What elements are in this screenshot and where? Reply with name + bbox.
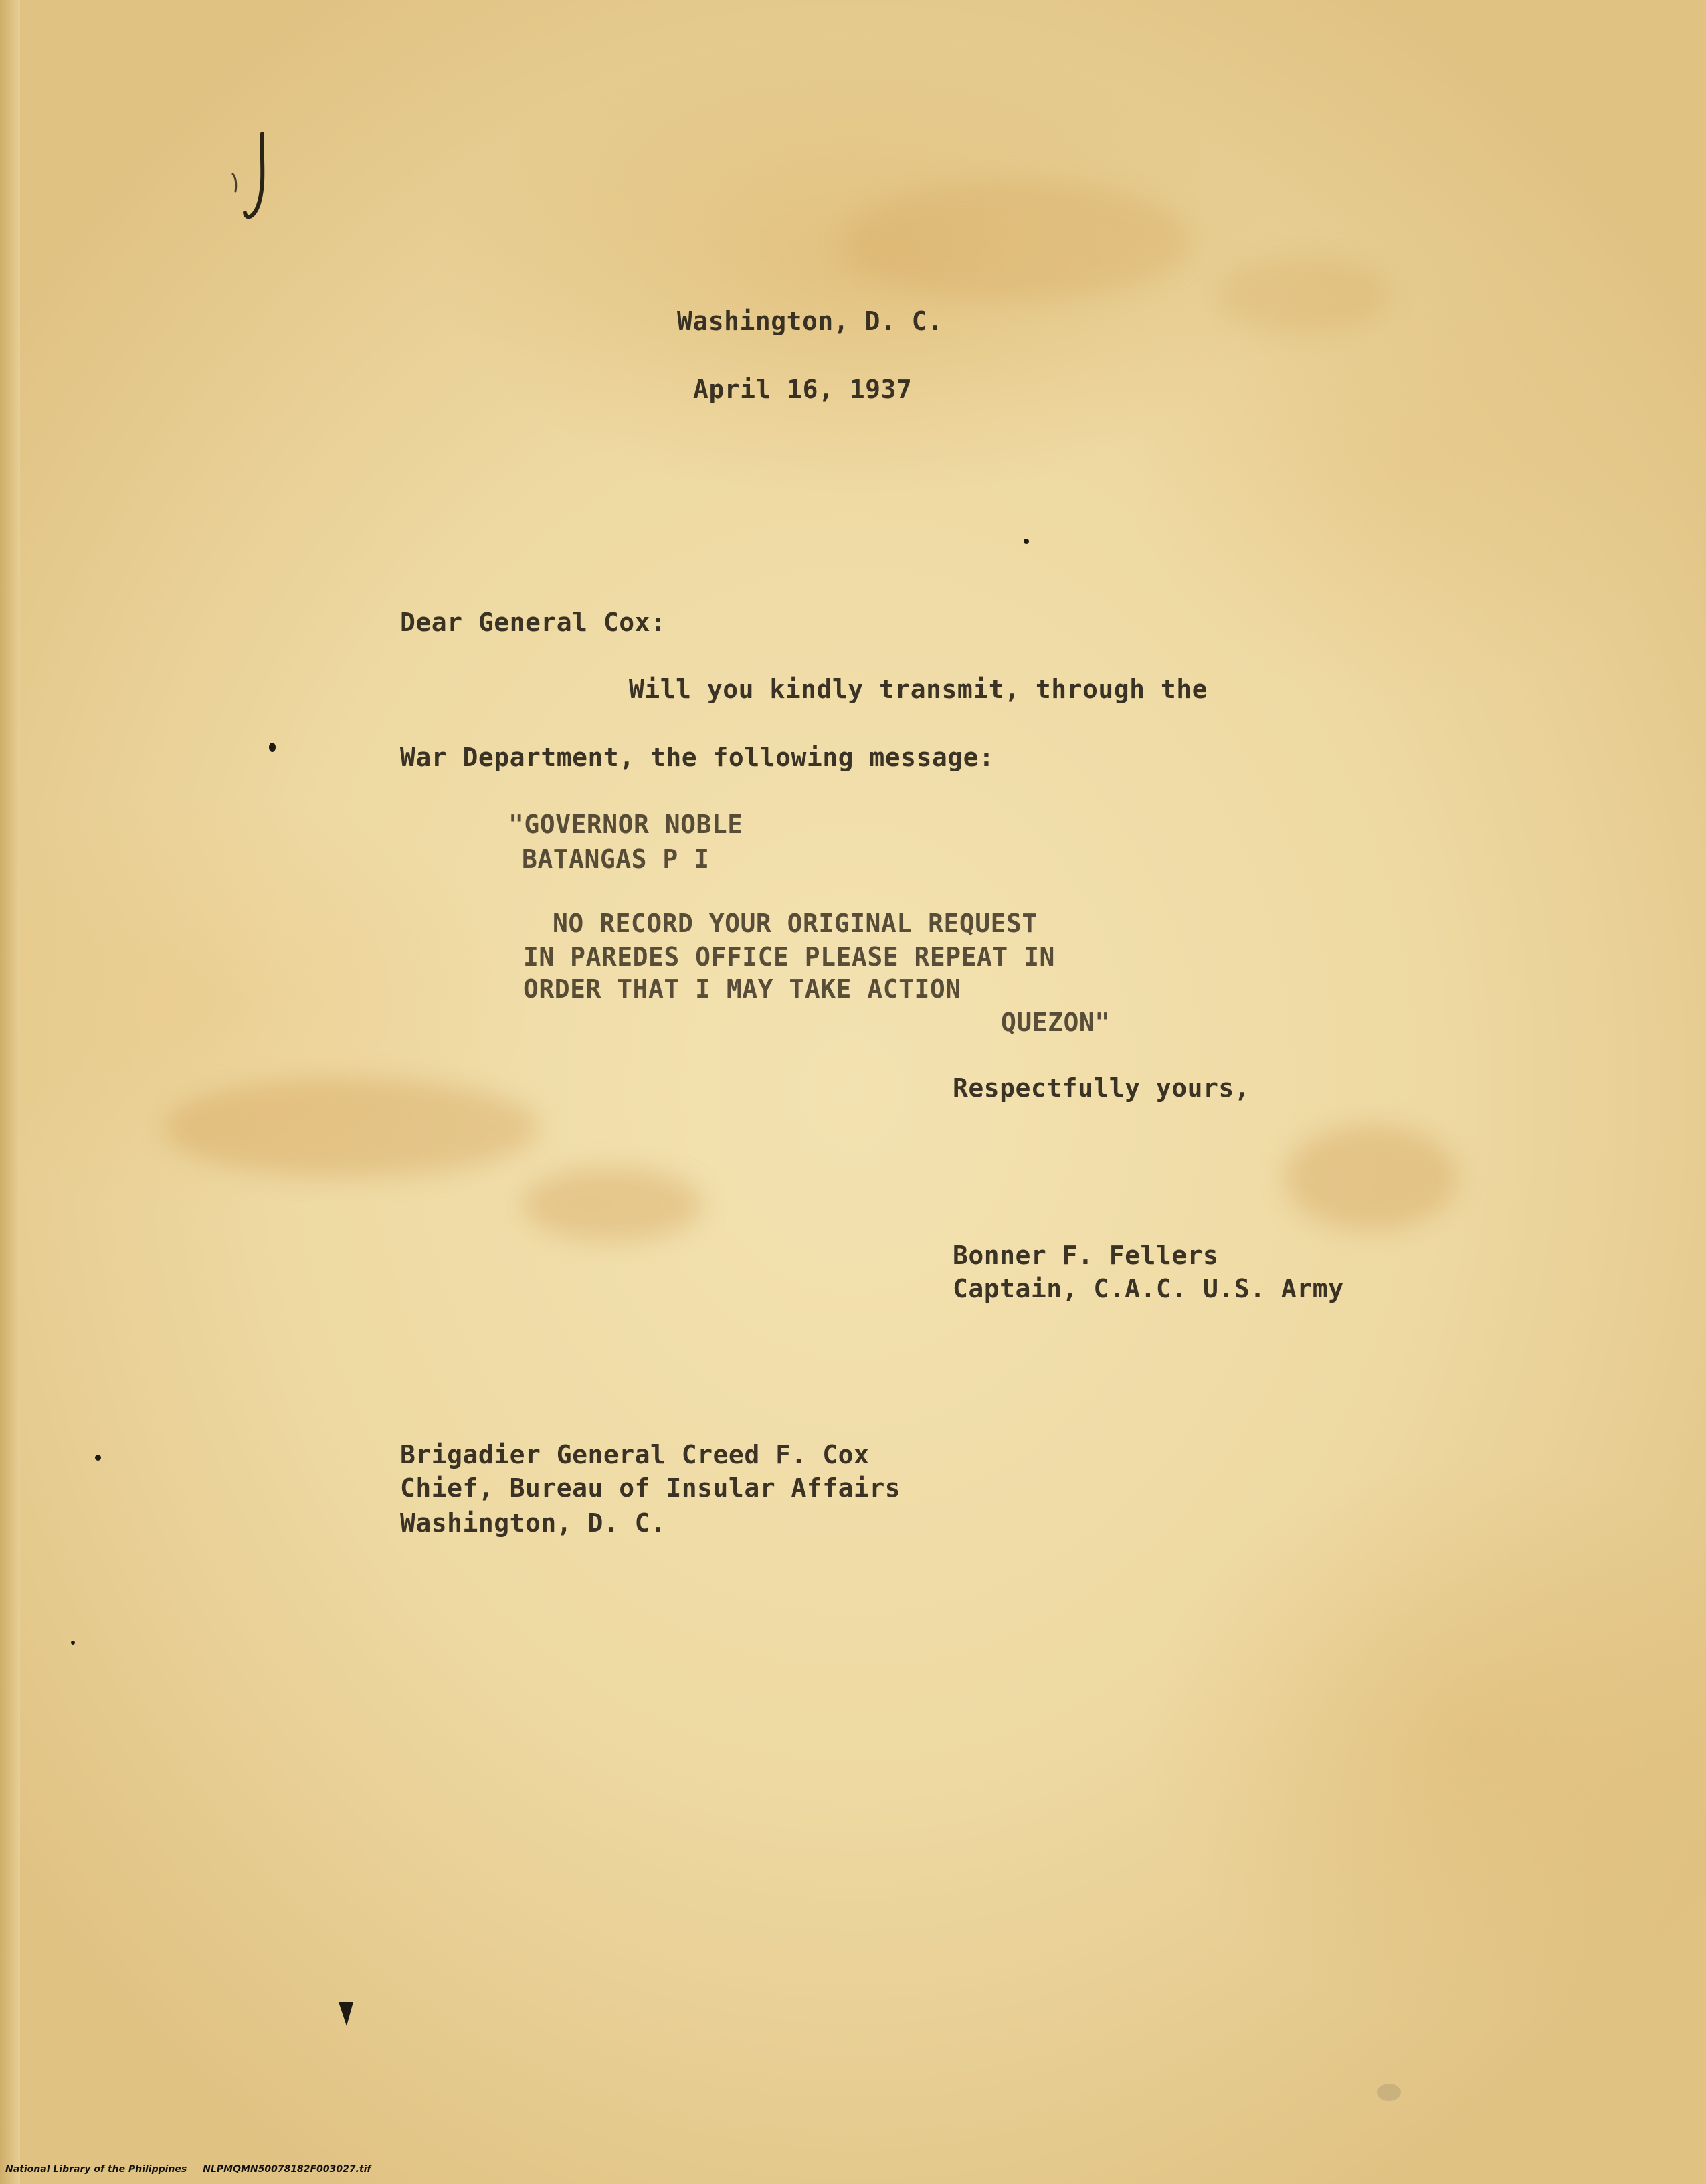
scan-caption bbox=[5, 2164, 387, 2175]
ink-blot-icon bbox=[336, 1999, 356, 2029]
scan-filename: NLPMQMN50078182F003027.tif bbox=[203, 2164, 371, 2175]
message-addressee: BATANGAS P I bbox=[522, 844, 710, 874]
message-addressee: "GOVERNOR NOBLE bbox=[508, 810, 743, 839]
salutation: Dear General Cox: bbox=[400, 608, 666, 637]
body-line: War Department, the following message: bbox=[400, 743, 995, 772]
body-line: Will you kindly transmit, through the bbox=[629, 674, 1208, 704]
scan-institution: National Library of the Philippines bbox=[5, 2164, 187, 2175]
water-stain bbox=[522, 1168, 702, 1241]
paper-hole bbox=[1377, 2084, 1401, 2101]
recipient-line: Chief, Bureau of Insular Affairs bbox=[400, 1473, 901, 1503]
ink-dot bbox=[71, 1641, 75, 1645]
water-stain bbox=[843, 181, 1191, 301]
message-text: IN PAREDES OFFICE PLEASE REPEAT IN bbox=[523, 942, 1055, 972]
signer-title: Captain, C.A.C. U.S. Army bbox=[953, 1274, 1344, 1303]
adjacent-sheet-edge bbox=[0, 0, 20, 2184]
water-stain bbox=[1285, 1124, 1458, 1231]
letter-place: Washington, D. C. bbox=[677, 306, 943, 336]
handwritten-mark-icon bbox=[221, 127, 281, 234]
closing: Respectfully yours, bbox=[953, 1073, 1250, 1103]
message-text: NO RECORD YOUR ORIGINAL REQUEST bbox=[553, 909, 1038, 938]
message-signature: QUEZON" bbox=[1001, 1008, 1111, 1037]
message-text: ORDER THAT I MAY TAKE ACTION bbox=[523, 974, 961, 1004]
signer-name: Bonner F. Fellers bbox=[953, 1241, 1219, 1270]
recipient-line: Washington, D. C. bbox=[400, 1508, 666, 1538]
letter-date: April 16, 1937 bbox=[693, 375, 913, 404]
ink-dot bbox=[269, 743, 276, 752]
water-stain bbox=[1218, 254, 1392, 335]
ink-dot bbox=[95, 1455, 101, 1461]
ink-dot bbox=[1024, 539, 1029, 544]
recipient-line: Brigadier General Creed F. Cox bbox=[400, 1440, 870, 1469]
water-stain bbox=[164, 1077, 539, 1178]
